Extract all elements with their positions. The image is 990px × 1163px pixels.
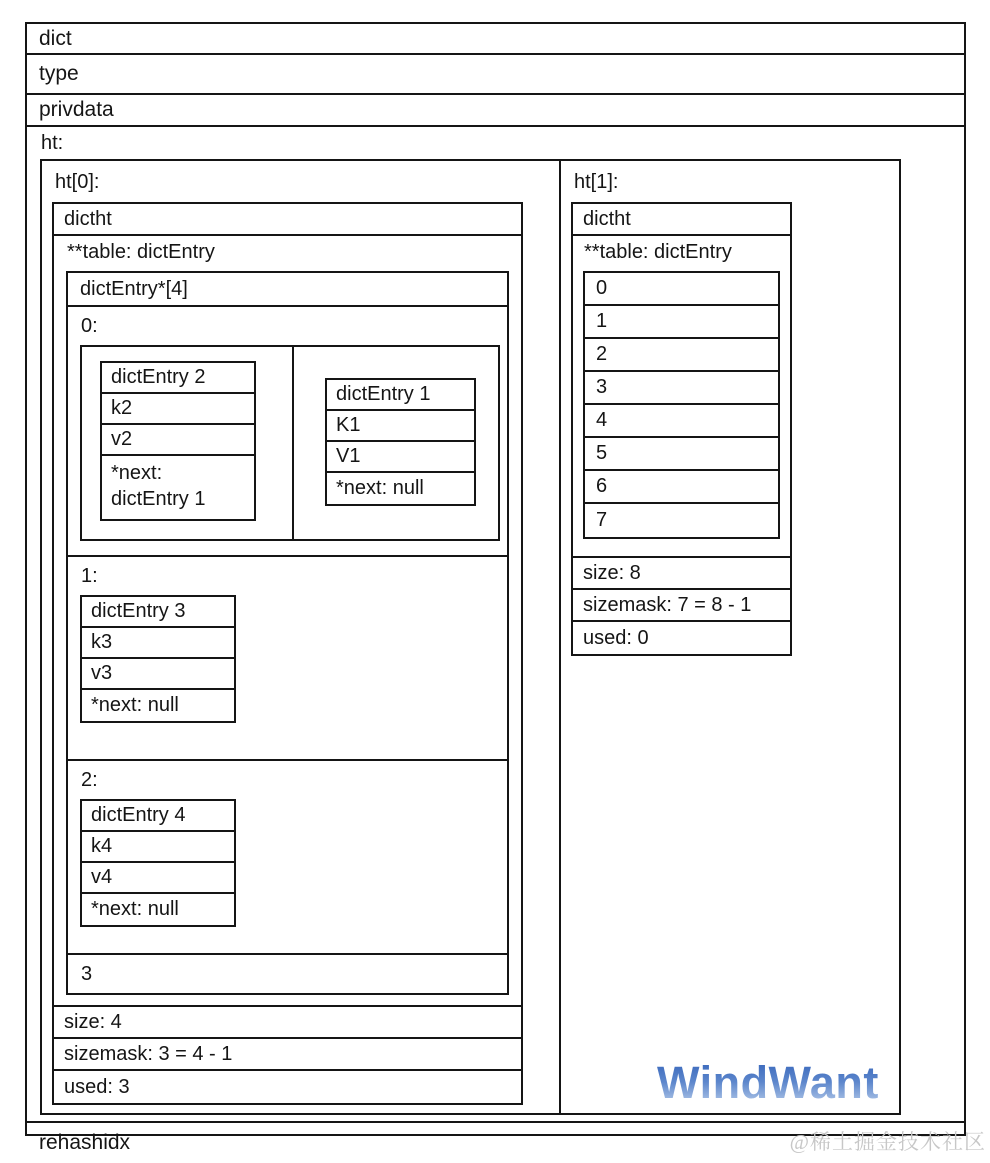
ht1-sizemask-row: sizemask: 7 = 8 - 1 bbox=[573, 590, 790, 622]
ht1-slot-1: 1 bbox=[585, 306, 778, 339]
ht0-bucket-right bbox=[294, 347, 498, 539]
dict-title-row bbox=[27, 24, 964, 55]
ht0-sizemask-row: sizemask: 3 = 4 - 1 bbox=[54, 1039, 521, 1071]
entry-key: K1 bbox=[327, 411, 474, 442]
entry-value: v2 bbox=[102, 425, 254, 456]
ht1-dictht-box bbox=[571, 202, 792, 656]
entry-title: dictEntry 1 bbox=[327, 380, 474, 411]
ht0-slot-0-bucket bbox=[80, 345, 500, 541]
entry-next bbox=[102, 456, 254, 519]
ht1-table-label: **table: dictEntry bbox=[584, 241, 732, 263]
dict-entry-3-table bbox=[80, 595, 236, 723]
privdata-field-row bbox=[27, 95, 964, 127]
entry-next-line2: dictEntry 1 bbox=[111, 488, 206, 510]
ht1-slot-5: 5 bbox=[585, 438, 778, 471]
entry-key: k4 bbox=[82, 832, 234, 863]
entry-value: V1 bbox=[327, 442, 474, 473]
ht0-label: ht[0]: bbox=[55, 171, 100, 193]
ht1-table-section bbox=[573, 236, 790, 558]
entry-value: v3 bbox=[82, 659, 234, 690]
ht0-slot-0-label: 0: bbox=[81, 315, 98, 337]
ht0-slot-0 bbox=[68, 307, 507, 557]
ht0-slot-1-label: 1: bbox=[81, 565, 98, 587]
ht0-size-row: size: 4 bbox=[54, 1007, 521, 1039]
ht0-array-title: dictEntry*[4] bbox=[68, 273, 507, 307]
type-field-label: type bbox=[39, 62, 79, 85]
ht1-slot-6: 6 bbox=[585, 471, 778, 504]
ht0-slot-2-label: 2: bbox=[81, 769, 98, 791]
windwant-watermark: WindWant bbox=[657, 1057, 879, 1108]
ht0-slot-3-label: 3 bbox=[81, 963, 93, 985]
ht1-slot-array-box bbox=[583, 271, 780, 539]
ht-tables-container bbox=[40, 159, 901, 1115]
ht1-slot-7: 7 bbox=[596, 509, 608, 531]
ht0-bucket-left bbox=[82, 347, 294, 539]
entry-title: dictEntry 3 bbox=[82, 597, 234, 628]
dict-entry-1-table bbox=[325, 378, 476, 506]
ht0-slot-1 bbox=[68, 557, 507, 761]
ht0-used-row: used: 3 bbox=[64, 1075, 130, 1098]
ht1-size-row: size: 8 bbox=[573, 558, 790, 590]
ht1-slot-4: 4 bbox=[585, 405, 778, 438]
ht0-slot-3 bbox=[68, 955, 507, 993]
entry-next: *next: null bbox=[91, 694, 179, 716]
entry-value: v4 bbox=[82, 863, 234, 894]
ht0-table-label: **table: dictEntry bbox=[67, 241, 215, 263]
entry-next-line1: *next: bbox=[111, 462, 163, 484]
ht1-slot-2: 2 bbox=[585, 339, 778, 372]
dict-entry-4-table bbox=[80, 799, 236, 927]
dict-title: dict bbox=[39, 26, 72, 50]
entry-next: *next: null bbox=[336, 477, 424, 499]
type-field-row bbox=[27, 55, 964, 95]
entry-title: dictEntry 4 bbox=[82, 801, 234, 832]
ht0-entry-array-box bbox=[66, 271, 509, 995]
entry-key: k2 bbox=[102, 394, 254, 425]
rehashidx-field-label: rehashidx bbox=[39, 1131, 131, 1154]
ht0-dictht-box bbox=[52, 202, 523, 1105]
entry-title: dictEntry 2 bbox=[102, 363, 254, 394]
ht1-dictht-title: dictht bbox=[573, 204, 790, 236]
ht0-cell bbox=[42, 161, 561, 1113]
entry-key: k3 bbox=[82, 628, 234, 659]
privdata-field-label: privdata bbox=[39, 98, 114, 121]
ht1-cell bbox=[561, 161, 899, 1113]
ht0-table-section bbox=[54, 236, 521, 1007]
ht-field-row bbox=[27, 127, 964, 1123]
ht1-label: ht[1]: bbox=[574, 171, 619, 193]
ht0-dictht-title: dictht bbox=[54, 204, 521, 236]
entry-next: *next: null bbox=[91, 898, 179, 920]
dict-entry-2-table bbox=[100, 361, 256, 521]
community-watermark: @稀土掘金技术社区 bbox=[789, 1130, 986, 1154]
ht1-slot-0: 0 bbox=[585, 273, 778, 306]
ht1-slot-3: 3 bbox=[585, 372, 778, 405]
ht-field-label: ht: bbox=[41, 132, 64, 154]
ht0-slot-2 bbox=[68, 761, 507, 955]
ht1-used-row: used: 0 bbox=[583, 626, 649, 649]
